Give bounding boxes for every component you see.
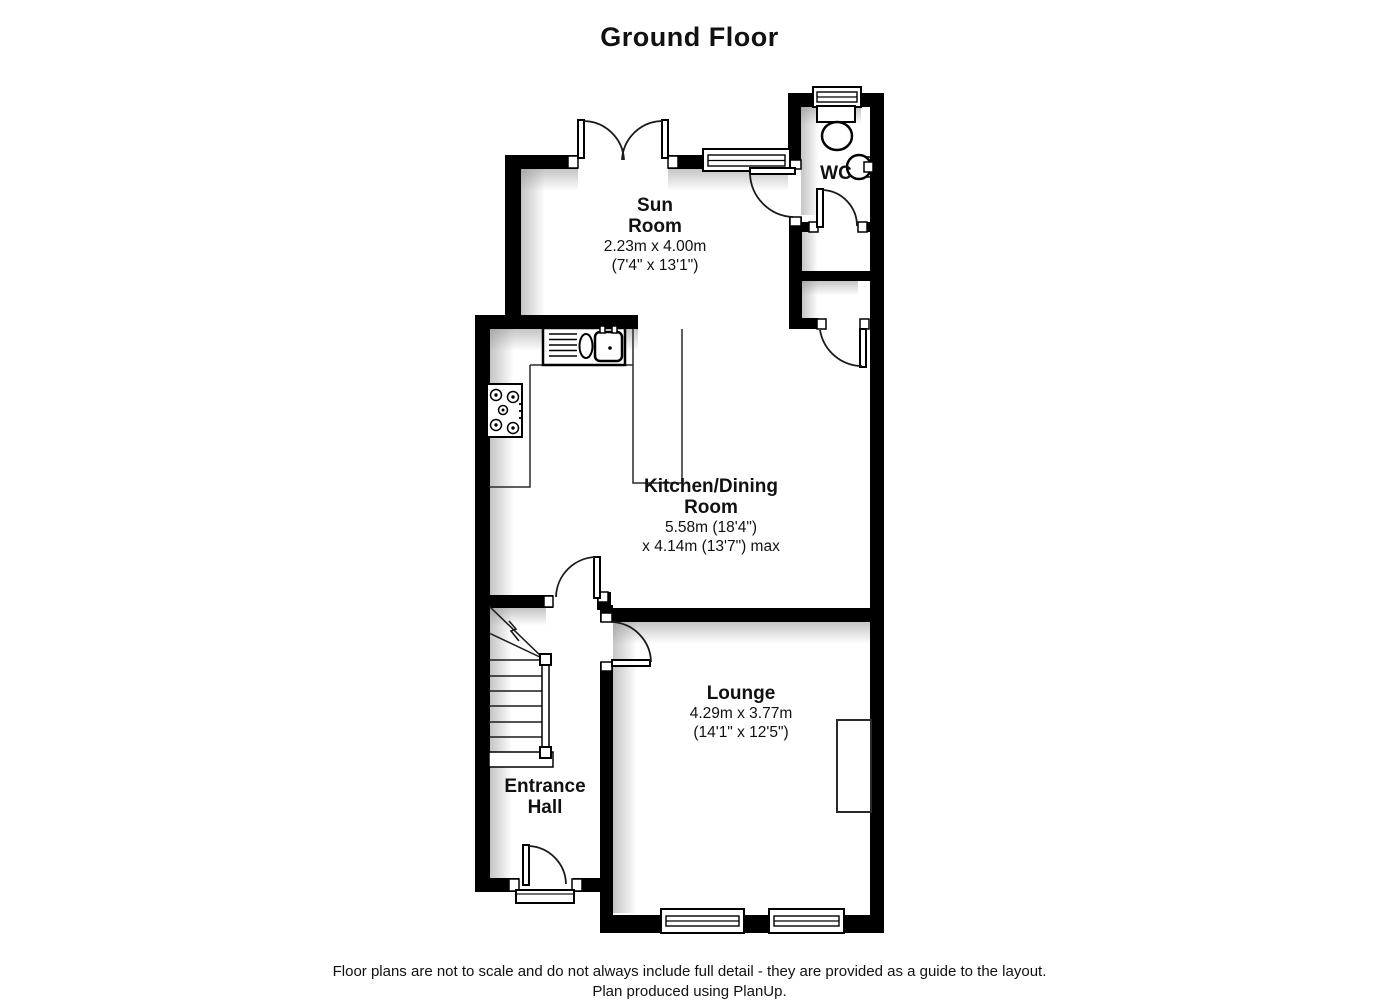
wall <box>610 608 884 622</box>
chimney-breast <box>837 720 871 812</box>
room-name: Sun <box>637 195 673 216</box>
door-kitchen-hall <box>556 557 600 598</box>
door-jamb <box>601 613 612 622</box>
room-dimensions: 4.29m x 3.77m <box>689 705 793 722</box>
door-lobby-kitchen <box>820 329 866 367</box>
room-dimensions: x 4.14m (13'7") max <box>642 538 780 555</box>
room-name: Hall <box>527 797 563 818</box>
stair-newel-top <box>540 654 551 665</box>
door-jamb <box>858 222 867 232</box>
wall <box>870 93 884 933</box>
wall <box>505 155 521 329</box>
window-symbol-lounge-2 <box>769 909 844 933</box>
room-name: Kitchen/Dining <box>643 476 779 497</box>
disclaimer-text: Floor plans are not to scale and do not always include full detail - they are provided as a guide to the layout. <box>332 963 1047 980</box>
page-title: Ground Floor <box>600 22 779 52</box>
toilet-symbol <box>817 106 855 150</box>
door-jamb <box>817 319 826 329</box>
wall <box>600 662 613 933</box>
room-name: Room <box>628 216 682 237</box>
hob-symbol <box>487 384 522 437</box>
window-symbol-lounge-1 <box>661 909 744 933</box>
produced-by-text: Plan produced using PlanUp. <box>592 983 787 1000</box>
wall <box>789 318 818 329</box>
window-symbol-wc <box>813 87 861 107</box>
door-jamb <box>790 217 801 226</box>
door-wc <box>817 189 857 227</box>
stair-stringer <box>542 660 549 752</box>
wall <box>475 315 490 608</box>
room-name: Lounge <box>706 683 776 704</box>
french-doors-sun-room <box>578 120 668 160</box>
wall <box>789 271 870 281</box>
room-dimensions: 2.23m x 4.00m <box>603 238 707 255</box>
door-jamb <box>601 662 612 671</box>
door-jamb <box>544 596 553 607</box>
sun-room-label <box>604 195 707 275</box>
room-dimensions: 5.58m (18'4") <box>664 519 758 536</box>
lounge-label <box>690 683 793 742</box>
sink-unit-symbol <box>543 326 625 365</box>
kitchen-dining-label <box>642 476 780 556</box>
door-jamb <box>568 156 578 168</box>
front-door <box>523 845 566 885</box>
room-name: Entrance <box>504 776 586 797</box>
room-dimensions: (14'1" x 12'5") <box>693 724 789 741</box>
door-jamb <box>668 156 678 168</box>
wall <box>475 595 490 892</box>
room-name: Room <box>684 497 738 518</box>
wc-label: WC <box>820 163 852 184</box>
stair-newel-bottom <box>540 747 551 758</box>
room-dimensions: (7'4" x 13'1") <box>611 257 699 274</box>
porch-step <box>516 890 574 903</box>
door-jamb <box>860 319 869 329</box>
entrance-hall-label <box>504 776 585 818</box>
